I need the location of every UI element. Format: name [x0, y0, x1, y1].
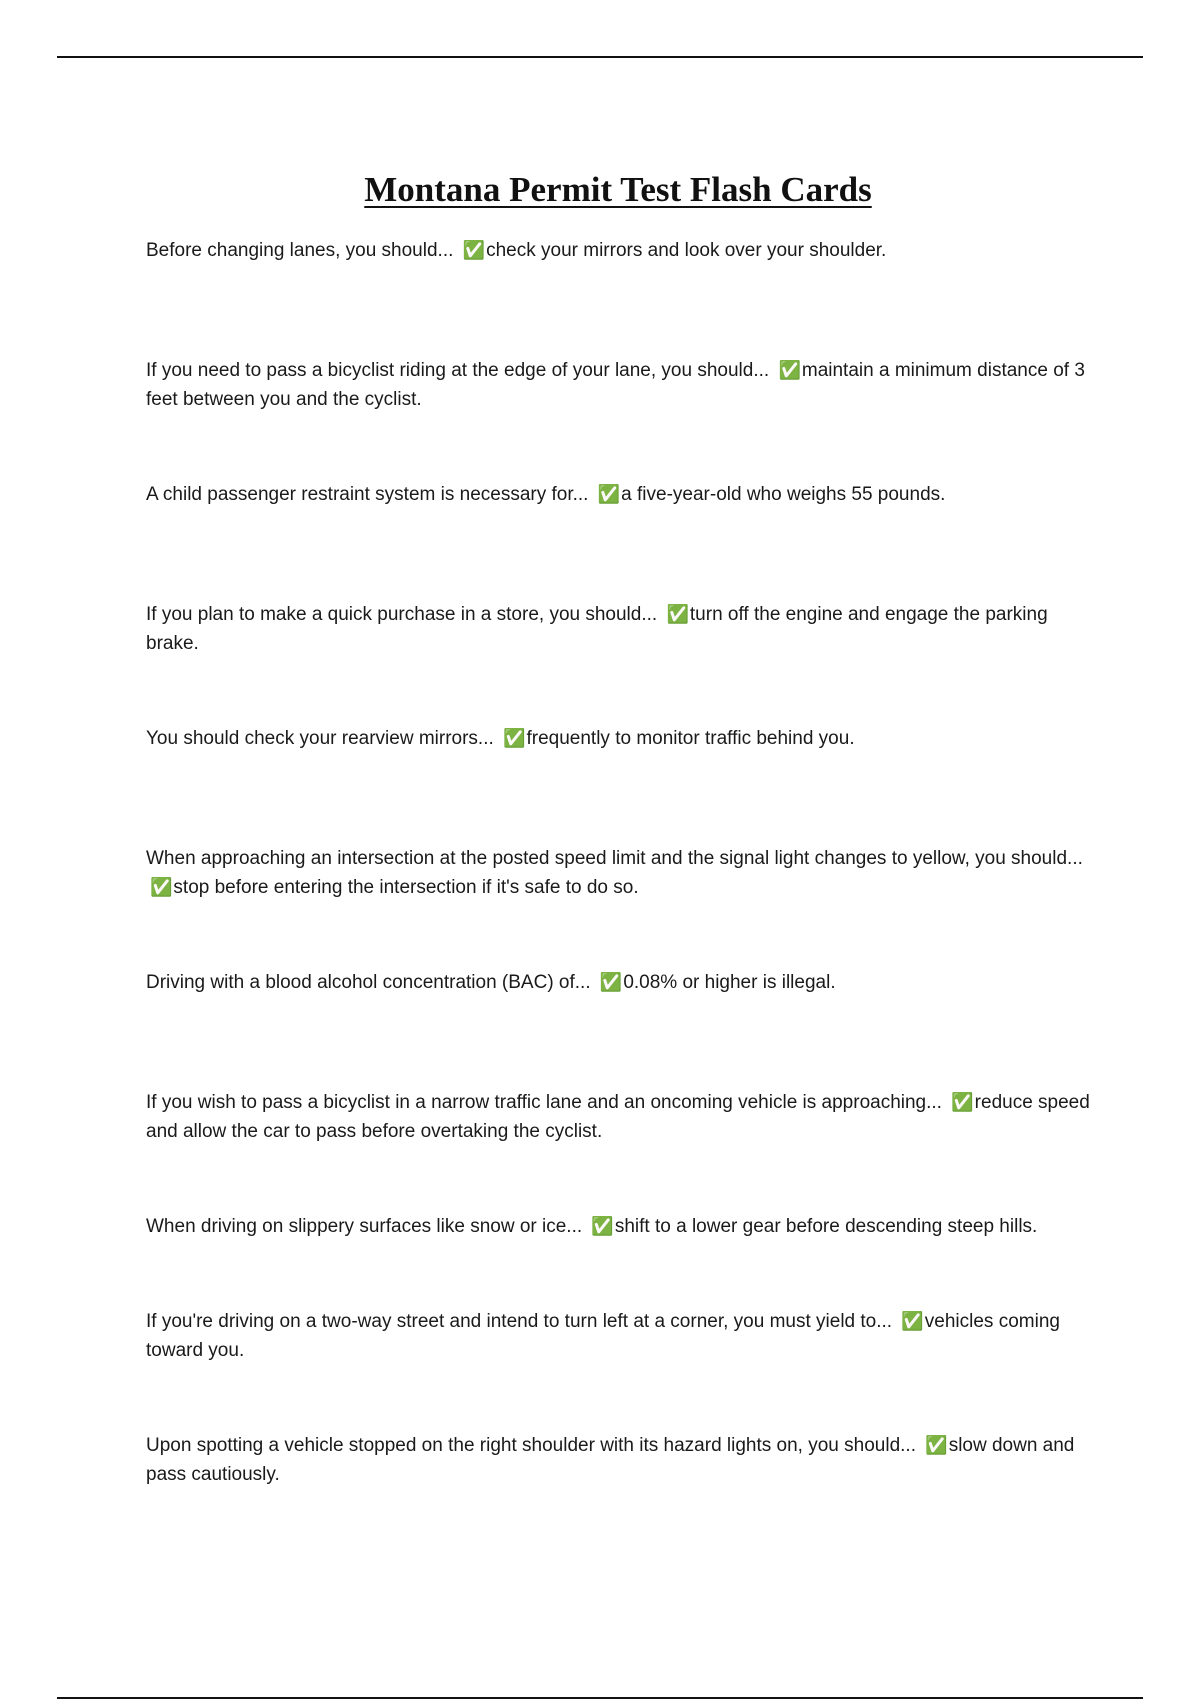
flash-card	[146, 844, 1096, 902]
card-answer: a five-year-old who weighs 55 pounds.	[621, 484, 946, 505]
card-answer: frequently to monitor traffic behind you.	[526, 728, 855, 749]
flash-card	[146, 1212, 1096, 1241]
card-question: If you plan to make a quick purchase in a store, you should...	[146, 604, 658, 625]
card-question: Before changing lanes, you should...	[146, 240, 454, 261]
card-answer: reduce speed and allow the car to pass before overtaking the cyclist.	[146, 1092, 1090, 1142]
flash-card	[146, 356, 1096, 414]
card-question: If you're driving on a two-way street and intend to turn left at a corner, you must yield to...	[146, 1311, 893, 1332]
card-question: If you need to pass a bicyclist riding at the edge of your lane, you should...	[146, 360, 770, 381]
check-mark-icon: ✅	[503, 728, 526, 749]
check-mark-icon: ✅	[951, 1092, 974, 1113]
check-mark-icon: ✅	[666, 604, 689, 625]
bottom-rule	[57, 1697, 1143, 1699]
card-question: You should check your rearview mirrors...	[146, 728, 494, 749]
flash-card	[146, 480, 1096, 509]
check-mark-icon: ✅	[925, 1435, 948, 1456]
card-answer: vehicles coming toward you.	[146, 1311, 1060, 1361]
flash-card	[146, 236, 1096, 265]
card-answer: turn off the engine and engage the parking brake.	[146, 604, 1048, 654]
check-mark-icon: ✅	[778, 360, 801, 381]
check-mark-icon: ✅	[597, 484, 621, 505]
top-rule	[57, 56, 1143, 58]
check-mark-icon: ✅	[591, 1216, 614, 1237]
flash-card-list	[146, 236, 1096, 1555]
card-question: Upon spotting a vehicle stopped on the right shoulder with its hazard lights on, you should...	[146, 1435, 916, 1456]
card-answer: maintain a minimum distance of 3 feet between you and the cyclist.	[146, 360, 1085, 410]
card-answer: 0.08% or higher is illegal.	[623, 972, 836, 993]
flash-card	[146, 724, 1096, 753]
flash-card	[146, 968, 1096, 997]
flash-card	[146, 1431, 1096, 1489]
card-answer: shift to a lower gear before descending steep hills.	[614, 1216, 1038, 1237]
check-mark-icon: ✅	[901, 1311, 924, 1332]
flash-card	[146, 1088, 1096, 1146]
card-answer: stop before entering the intersection if it's safe to do so.	[173, 877, 639, 898]
document-title: Montana Permit Test Flash Cards	[364, 170, 872, 209]
check-mark-icon: ✅	[150, 877, 173, 898]
card-answer: check your mirrors and look over your shoulder.	[486, 240, 887, 261]
card-question: Driving with a blood alcohol concentration (BAC) of...	[146, 972, 591, 993]
card-question: A child passenger restraint system is necessary for...	[146, 484, 589, 505]
check-mark-icon: ✅	[599, 972, 623, 993]
card-question: When driving on slippery surfaces like snow or ice...	[146, 1216, 583, 1237]
card-question: If you wish to pass a bicyclist in a narrow traffic lane and an oncoming vehicle is approaching...	[146, 1092, 942, 1113]
card-question: When approaching an intersection at the posted speed limit and the signal light changes to yellow, you should...	[146, 848, 1083, 869]
flash-card	[146, 1307, 1096, 1365]
card-answer: slow down and pass cautiously.	[146, 1435, 1075, 1485]
check-mark-icon: ✅	[462, 240, 486, 261]
flash-card	[146, 600, 1096, 658]
